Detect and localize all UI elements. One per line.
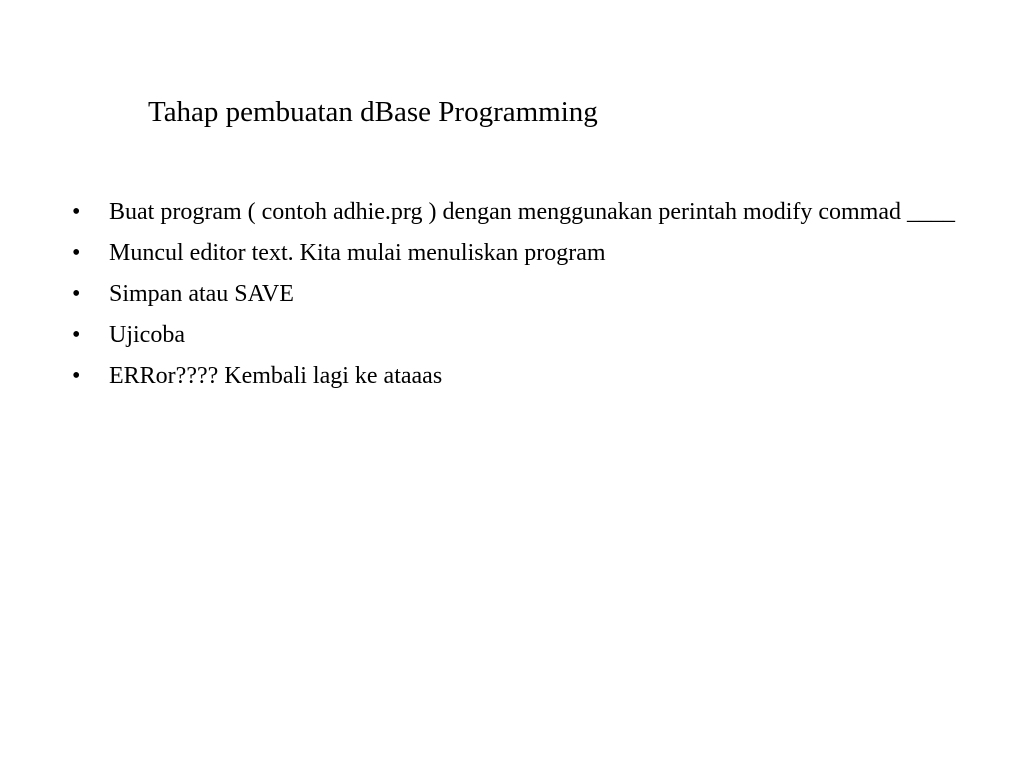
bullet-item-1	[72, 196, 972, 228]
bullet-item-5	[72, 360, 972, 392]
bullet-text-5: ERRor???? Kembali lagi ke ataaas	[109, 363, 443, 389]
slide-title: Tahap pembuatan dBase Programming	[148, 96, 598, 128]
bullet-text-4: Ujicoba	[109, 322, 185, 348]
bullet-icon: •	[72, 363, 81, 389]
bullet-icon: •	[72, 281, 81, 307]
bullet-text-3: Simpan atau SAVE	[109, 281, 294, 307]
bullet-item-3	[72, 278, 972, 310]
bullet-text-1: Buat program ( contoh adhie.prg ) dengan menggunakan perintah modify commad ____	[109, 199, 955, 225]
bullet-list	[72, 196, 972, 401]
bullet-icon: •	[72, 322, 81, 348]
bullet-item-2	[72, 237, 972, 269]
bullet-icon: •	[72, 240, 81, 266]
bullet-icon: •	[72, 199, 81, 225]
bullet-item-4	[72, 319, 972, 351]
bullet-text-2: Muncul editor text. Kita mulai menuliskan program	[109, 240, 606, 266]
